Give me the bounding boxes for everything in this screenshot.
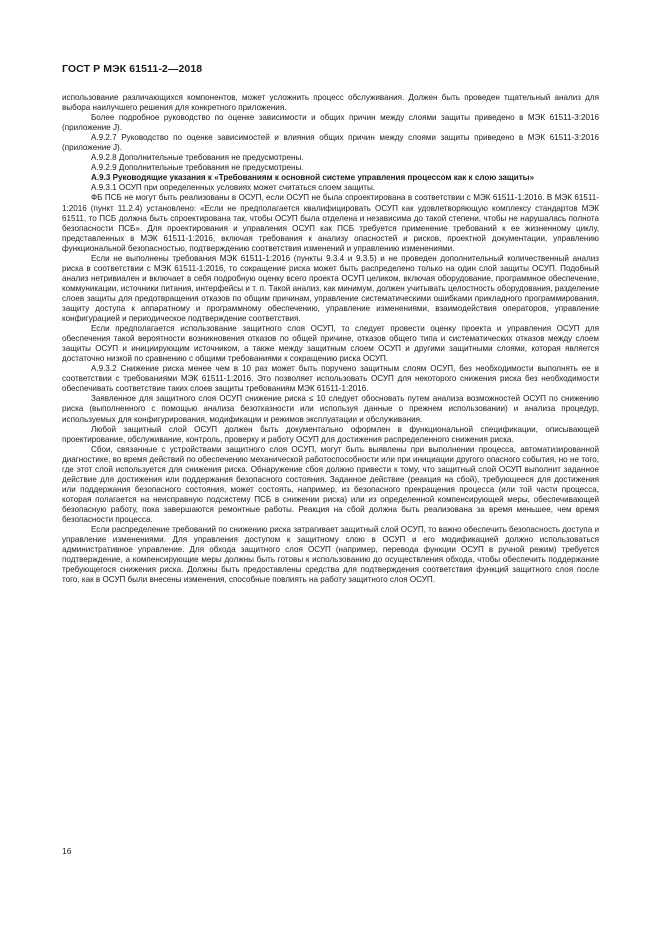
paragraph: Любой защитный слой ОСУП должен быть документально оформлен в функциональной спецификации, описывающей проектирование, обслуживание, контроль, проверку и работу ОСУП для достижения распределенного снижения риска.	[62, 424, 599, 444]
paragraph: А.9.2.8 Дополнительные требования не предусмотрены.	[91, 153, 304, 163]
paragraph: А.9.2.9 Дополнительные требования не предусмотрены.	[91, 163, 304, 173]
paragraph: А.9.3.1 ОСУП при определенных условиях может считаться слоем защиты.	[91, 183, 376, 193]
section-heading-a-9-3	[62, 173, 599, 183]
paragraph: ФБ ПСБ не могут быть реализованы в ОСУП, если ОСУП не была спроектирована в соответствии с МЭК 61511-1:2016. В МЭК 61511-1:2016 (пункт 11.2.4) установлено: «Если не предполагается квалифицировать ОСУП как удовлетворяющую комплексу стандартов МЭК 61511, то ПСБ должна быть спроектирована так, чтобы ОСУП была отделена и независима до такой степени, чтобы не нарушалась полнота безопасности ПСБ». Для проектирования и управления ОСУП как ПСБ требуется применение требований к ее жизненному циклу, представленных в МЭК 61511-1:2016, включая требования к анализу опасностей и рисков, проектной документации, управлению функциональной безопасностью, подтверждению соответствия изменений и управлению изменениями.	[62, 193, 599, 253]
paragraph: А.9.2.7 Руководство по оценке зависимостей и влияния общих причин между слоями защиты приведено в МЭК 61511-3:2016 (приложение J).	[62, 133, 599, 153]
paragraph: использование различающихся компонентов, может усложнить процесс обслуживания. Должен быть проведен тщательный анализ для выбора наилучшего решения для конкретного приложения.	[62, 93, 599, 113]
page-header-title: ГОСТ Р МЭК 61511-2—2018	[62, 63, 203, 75]
paragraph: Заявленное для защитного слоя ОСУП снижение риска ≤ 10 следует обосновать путем анализа возможностей ОСУП по снижению риска (выполненного с помощью анализа безотказности или используя данные о прежнем использовании) и анализа процедур, используемых для конфигурирования, модификации и режимов эксплуатации и обслуживания.	[62, 394, 599, 424]
paragraph: Более подробное руководство по оценке зависимости и общих причин между слоями защиты приведено в МЭК 61511-3:2016 (приложение J).	[62, 113, 599, 133]
document-body	[62, 93, 599, 585]
section-heading-text: А.9.3 Руководящие указания к «Требованиям к основной системе управления процессом как к слою защиты»	[91, 173, 535, 183]
paragraph: А.9.3.2 Снижение риска менее чем в 10 раз может быть поручено защитным слоям ОСУП, без необходимости выполнять ее в соответствии с требованиями МЭК 61511-1:2016. Это позволяет использовать ОСУП для некоторого снижения риска без необходимости обеспечивать соответствие таких слоев защиты требованиям МЭК 61511-1:2016.	[62, 364, 599, 394]
paragraph: Если не выполнены требования МЭК 61511-1:2016 (пункты 9.3.4 и 9.3.5) и не проведен дополнительный количественный анализ риска в соответствии с МЭК 61511-1:2016, то сокращение риска может быть распределено только на один слой защиты ОСУП. Подобный анализ нетривиален и включает в себя подробную оценку всего проекта ОСУП целиком, включая оборудование, программное обеспечение, коммуникации, источники питания, интерфейсы и т. п. Такой анализ, как минимум, должен учитывать целостность оборудования, разделение слоев защиты для предотвращения отказов по общим причинам, управление систематическими ошибками прикладного программирования, защиту доступа к аппаратному и программному обеспечению, управление изменениями, взаимодействия операторов, управление конфигурацией и периодическое подтверждение соответствия.	[62, 253, 599, 324]
paragraph: Если предполагается использование защитного слоя ОСУП, то следует провести оценку проекта и управления ОСУП для обеспечения такой вероятности возникновения отказов по общей причине, отказов общего типа и систематических отказов между слоем защиты ОСУП и инициирующим источником, а также между защитным слоем ОСУП и другими защитными слоями, которая является достаточно низкой по сравнению с общими требованиями к сокращению риска ОСУП.	[62, 324, 599, 364]
page-number: 16	[62, 846, 72, 856]
paragraph: Если распределение требований по снижению риска затрагивает защитный слой ОСУП, то важно обеспечить безопасность доступа и управление изменениями. Для управления доступом к защитному слою в ОСУП и его модификацией должно использоваться административное управление. Для обхода защитного слоя ОСУП (например, перевода функции ОСУП в ручной режим) требуется подтверждение, а компенсирующие меры должны быть готовы к использованию до осуществления обхода, чтобы обеспечить поддержание требующегося снижения риска. Должны быть предоставлены средства для подтверждения соответствия функций защитного слоя после того, как в ОСУП были внесены изменения, способные повлиять на работу защитного слоя ОСУП.	[62, 525, 599, 585]
paragraph: Сбои, связанные с устройствами защитного слоя ОСУП, могут быть выявлены при выполнении процесса, автоматизированной диагностике, во время действий по обеспечению механической работоспособности или при инициации другого опасного события, но не того, где этот слой используется для снижения риска. Обнаружение сбоя должно привести к тому, что защитный слой ОСУП выполнит заданное действие для достижения или поддержания безопасного состояния. Заданное действие (реакция на сбой), требующееся для достижения или поддержания безопасного состояния, может состоять, например, из безопасного прекращения процесса (или той части процесса, которая полагается на неисправную подсистему ПСБ в снижении риска) или из определенной компенсирующей меры, обеспечивающей безопасную работу, пока завершаются ремонтные работы. Реакция на сбой должна быть реализована за время меньшее, чем время безопасности процесса.	[62, 444, 599, 524]
